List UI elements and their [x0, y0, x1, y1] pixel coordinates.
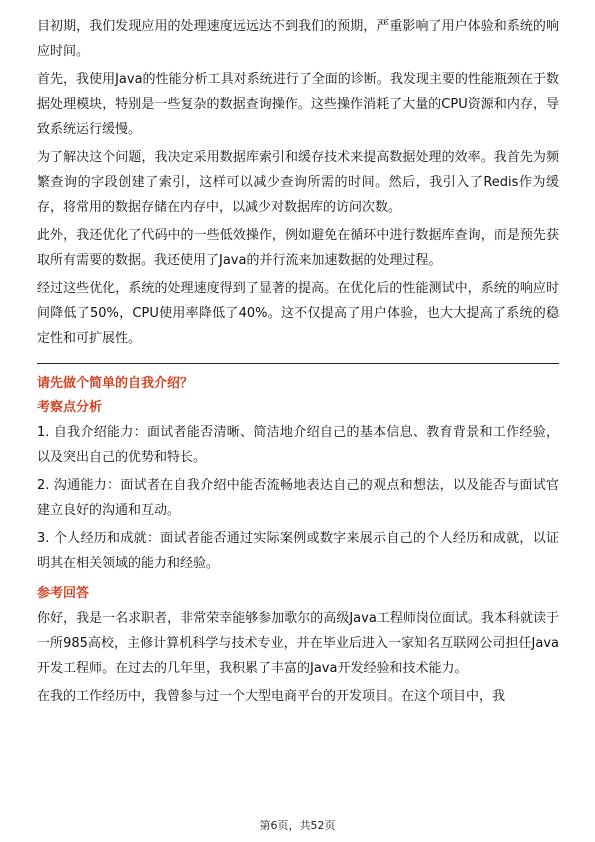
question-heading: 请先做个简单的自我介绍？: [37, 376, 194, 391]
paragraph: 首先，我使用Java的性能分析工具对系统进行了全面的诊断。我发现主要的性能瓶颈在于数据处理模块，特别是一些复杂的数据查询操作。这些操作消耗了大量的CPU资源和内存，导致系统运行缓慢。: [37, 72, 559, 137]
answer-heading: 参考回答: [37, 586, 90, 601]
answer-paragraph: 你好，我是一名求职者，非常荣幸能够参加歌尔的高级Java工程师岗位面试。我本科就读于一所985高校，主修计算机科学与技术专业，并在毕业后进入一家知名互联网公司担任Java开发工程师。在过去的几年里，我积累了丰富的Java开发经验和技术能力。: [37, 611, 559, 676]
paragraph: 为了解决这个问题，我决定采用数据库索引和缓存技术来提高数据处理的效率。我首先为频繁查询的字段创建了索引，这样可以减少查询所需的时间。然后，我引入了Redis作为缓存，将常用的数据存储在内存中，以减少对数据库的访问次数。: [37, 150, 559, 215]
page-content: [37, 14, 559, 712]
analysis-heading: 考察点分析: [37, 400, 103, 415]
paragraph: 经过这些优化，系统的处理速度得到了显著的提高。在优化后的性能测试中，系统的响应时间降低了50%，CPU使用率降低了40%。这不仅提高了用户体验，也大大提高了系统的稳定性和可扩展性。: [37, 281, 559, 346]
analysis-item: 3. 个人经历和成就：面试者能否通过实际案例或数字来展示自己的个人经历和成就，以证明其在相关领域的能力和经验。: [37, 531, 559, 571]
answer-paragraph: 在我的工作经历中，我曾参与过一个大型电商平台的开发项目。在这个项目中，我: [37, 689, 506, 704]
paragraph: 此外，我还优化了代码中的一些低效操作，例如避免在循环中进行数据库查询，而是预先获取所有需要的数据。我还使用了Java的并行流来加速数据的处理过程。: [37, 228, 559, 268]
section-divider: [37, 363, 559, 364]
paragraph: 目初期，我们发现应用的处理速度远远达不到我们的预期，严重影响了用户体验和系统的响应时间。: [37, 19, 559, 59]
analysis-item: 2. 沟通能力：面试者在自我介绍中能否流畅地表达自己的观点和想法，以及能否与面试官建立良好的沟通和互动。: [37, 478, 559, 518]
page-number: 第6页，共52页: [259, 819, 336, 832]
analysis-item: 1. 自我介绍能力：面试者能否清晰、简洁地介绍自己的基本信息、教育背景和工作经验，以及突出自己的优势和特长。: [37, 425, 559, 465]
